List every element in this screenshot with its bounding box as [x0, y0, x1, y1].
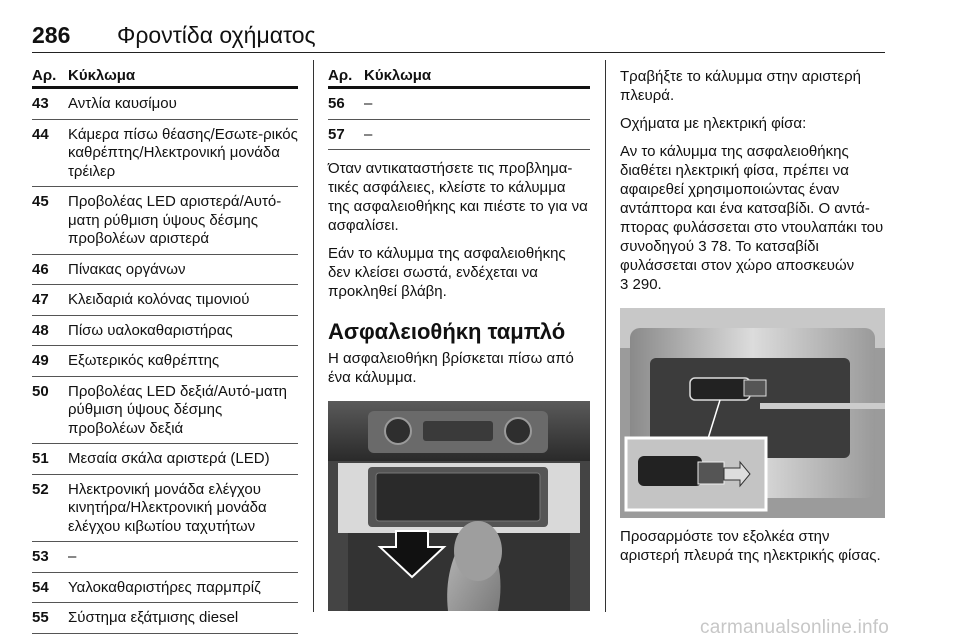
fuse-number: 48: [32, 321, 49, 339]
fuse-circuit: –: [364, 125, 373, 143]
column-right: [620, 64, 885, 565]
fuse-circuit: –: [364, 95, 373, 112]
paragraph-attach-extractor: Προσαρμόστε τον εξολκέα στην αριστερή πλευρά της ηλεκτρικής φίσας.: [620, 528, 881, 564]
page-title: Φροντίδα οχήματος: [117, 22, 316, 48]
fuse-circuit: Κάμερα πίσω θέασης/Εσωτε-ρικός καθρέπτης/Ηλεκτρονική μονάδα τρέιλερ: [68, 125, 298, 180]
fuse-circuit: Προβολέας LED δεξιά/Αυτό-ματη ρύθμιση ύψους δέσμης προβολέων δεξιά: [68, 382, 287, 437]
fuse-circuit: Κλειδαριά κολόνας τιμονιού: [68, 291, 250, 308]
fuse-number: 57: [328, 125, 345, 143]
table-row: [32, 255, 298, 286]
column-left: [32, 64, 298, 634]
column-middle: [328, 64, 590, 611]
table-row: [32, 89, 298, 120]
fuse-number: 47: [32, 291, 49, 308]
header-rule: [32, 52, 885, 53]
fuse-table-header: [32, 64, 298, 89]
fuse-table-middle: [328, 89, 590, 150]
fuse-circuit: Ηλεκτρονική μονάδα ελέγχου κινητήρα/Ηλεκτρονική μονάδα ελέγχου κιβωτίου ταχυτήτων: [68, 480, 267, 535]
table-row: [32, 285, 298, 316]
fuse-number: 44: [32, 125, 49, 143]
fuse-circuit: Προβολέας LED αριστερά/Αυτό-ματη ρύθμιση ύψους δέσμης προβολέων αριστερά: [68, 193, 282, 247]
paragraph-electric-plug-heading: Οχήματα με ηλεκτρική φίσα:: [620, 115, 807, 132]
paragraph-pull-cover: Τραβήξτε το κάλυμμα στην αριστερή πλευρά.: [620, 68, 861, 104]
fuse-circuit: Αντλία καυσίμου: [68, 95, 177, 112]
fuse-table-header: [328, 64, 590, 89]
fuse-number: 49: [32, 352, 49, 369]
fuse-circuit: Σύστημα εξάτμισης diesel: [68, 609, 239, 626]
page-reference-78[interactable]: 78: [710, 238, 728, 255]
fuse-circuit: Πίνακας οργάνων: [68, 260, 186, 278]
table-row: [328, 89, 590, 120]
table-row: [32, 475, 298, 543]
table-row: [32, 346, 298, 377]
page-reference-arrow-icon: 3: [620, 276, 629, 293]
header-number: Αρ.: [328, 67, 353, 84]
fuse-cover-plug-photo: [620, 308, 885, 518]
header-number: Αρ.: [32, 67, 57, 84]
paragraph-electric-plug: Αν το κάλυμμα της ασφαλειοθήκης διαθέτει ηλεκτρική φίσα, πρέπει να αφαιρεθεί χρησιμοποιώντας έναν αντάπτορα και ένα κατσαβίδι. Ο αντά-πτορας φυλάσσεται στο ντουλαπάκι του συνοδηγού 3 78. Το κατσαβίδι φυλάσσεται στον χώρο αποσκευών 3 290.: [620, 143, 884, 293]
page-number: 286: [32, 22, 71, 48]
fuse-number: 56: [328, 95, 345, 112]
paragraph-replace-fuses: Όταν αντικαταστήσετε τις προβλημα-τικές ασφάλειες, κλείστε το κάλυμμα της ασφαλειοθήκης και πιέστε το για να ασφαλίσει.: [328, 160, 588, 234]
column-divider-1: [313, 60, 314, 612]
fuse-number: 53: [32, 548, 49, 565]
section-title: Ασφαλειοθήκη ταμπλό: [328, 319, 566, 344]
fuse-number: 43: [32, 95, 49, 112]
fuse-circuit: Μεσαία σκάλα αριστερά (LED): [68, 450, 270, 467]
watermark: carmanualsonline.info: [700, 617, 890, 638]
fuse-circuit: –: [68, 548, 77, 565]
paragraph-fusebox-location: Η ασφαλειοθήκη βρίσκεται πίσω από ένα κάλυμμα.: [328, 350, 574, 386]
paragraph-cover-warning: Εάν το κάλυμμα της ασφαλειοθήκης δεν κλείσει σωστά, ενδέχεται να προκληθεί βλάβη.: [328, 245, 566, 300]
table-row: [32, 187, 298, 255]
dashboard-fusebox-photo: [328, 401, 590, 611]
fuse-table-left: [32, 89, 298, 634]
fuse-number: 46: [32, 260, 49, 278]
page-reference-290[interactable]: 290: [632, 276, 658, 293]
header-circuit: Κύκλωμα: [364, 67, 432, 84]
column-divider-2: [605, 60, 606, 612]
table-row: [32, 377, 298, 445]
fuse-number: 55: [32, 609, 49, 626]
table-row: [32, 120, 298, 188]
fuse-circuit: Εξωτερικός καθρέπτης: [68, 352, 220, 369]
fuse-circuit: Πίσω υαλοκαθαριστήρας: [68, 321, 233, 339]
table-row: [32, 542, 298, 573]
table-row: [32, 603, 298, 634]
fuse-number: 45: [32, 193, 49, 210]
table-row: [32, 316, 298, 347]
fuse-number: 51: [32, 450, 49, 467]
page-reference-arrow-icon: 3: [698, 238, 707, 255]
table-row: [32, 444, 298, 475]
header-circuit: Κύκλωμα: [68, 67, 136, 84]
table-row: [328, 120, 590, 151]
fuse-number: 54: [32, 578, 49, 596]
fuse-circuit: Υαλοκαθαριστήρες παρμπρίζ: [68, 578, 261, 596]
fuse-number: 52: [32, 480, 49, 498]
page-header: [0, 0, 960, 58]
fuse-number: 50: [32, 382, 49, 400]
table-row: [32, 573, 298, 604]
